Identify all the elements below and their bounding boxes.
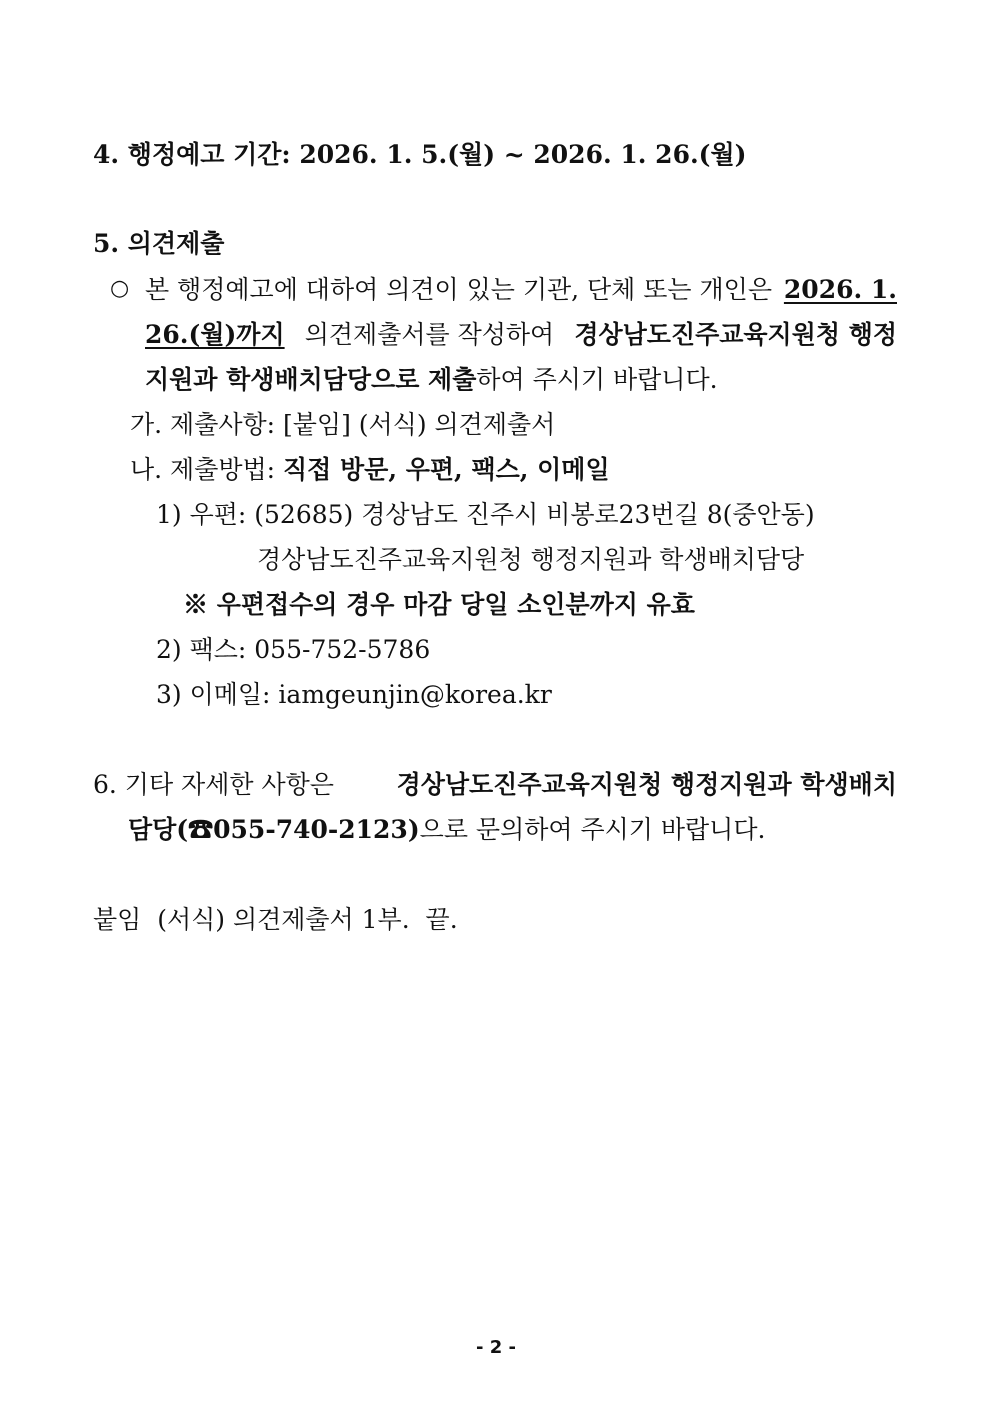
- post-recipient: 경상남도진주교육지원청 행정지원과 학생배치담당: [257, 545, 805, 574]
- contact-office-part-2: 담당(☎055-740-2123): [128, 815, 420, 844]
- bullet-line-3-text: 하여 주시기 바랍니다.: [476, 365, 718, 394]
- bullet-line-3: [145, 367, 718, 392]
- office-name-part-2: 지원과 학생배치담당으로 제출: [145, 365, 477, 394]
- contact-office-part-1: 경상남도진주교육지원청 행정지원과 학생배치: [396, 770, 897, 799]
- office-name-part-1: 경상남도진주교육지원청 행정: [574, 320, 897, 349]
- section-6-line-1: [93, 772, 897, 797]
- email-address: 3) 이메일: iamgeunjin@korea.kr: [156, 680, 552, 709]
- submission-method-label: 나. 제출방법:: [130, 455, 276, 484]
- postal-note: ※ 우편접수의 경우 마감 당일 소인분까지 유효: [183, 590, 695, 619]
- bullet-line-2: [145, 322, 897, 347]
- deadline-part-2: 26.(월)까지: [145, 320, 285, 349]
- attachment-line: 붙임 (서식) 의견제출서 1부. 끝.: [93, 905, 458, 934]
- section-5-heading: 5. 의견제출: [93, 229, 225, 258]
- page-number: - 2 -: [476, 1337, 516, 1358]
- section-4-heading: 4. 행정예고 기간: 2026. 1. 5.(월) ~ 2026. 1. 26.(월): [93, 140, 747, 169]
- bullet-line-1-text: 본 행정예고에 대하여 의견이 있는 기관, 단체 또는 개인은: [145, 275, 772, 304]
- section-6-prefix: 6. 기타 자세한 사항은: [93, 770, 334, 799]
- section-6-suffix: 으로 문의하여 주시기 바랍니다.: [419, 815, 766, 844]
- post-address: 1) 우편: (52685) 경상남도 진주시 비봉로23번길 8(중안동): [156, 500, 815, 529]
- bullet-line-1: [145, 277, 897, 302]
- fax-number: 2) 팩스: 055-752-5786: [156, 635, 431, 664]
- deadline-part-1: 2026. 1.: [783, 275, 897, 304]
- bullet-marker: ○: [110, 276, 130, 301]
- submission-method-value: 직접 방문, 우편, 팩스, 이메일: [283, 455, 610, 484]
- submission-method: [130, 457, 610, 482]
- bullet-line-2-text: 의견제출서를 작성하여: [304, 320, 555, 349]
- submission-item: 가. 제출사항: [붙임] (서식) 의견제출서: [130, 410, 556, 439]
- section-6-line-2: [128, 817, 765, 842]
